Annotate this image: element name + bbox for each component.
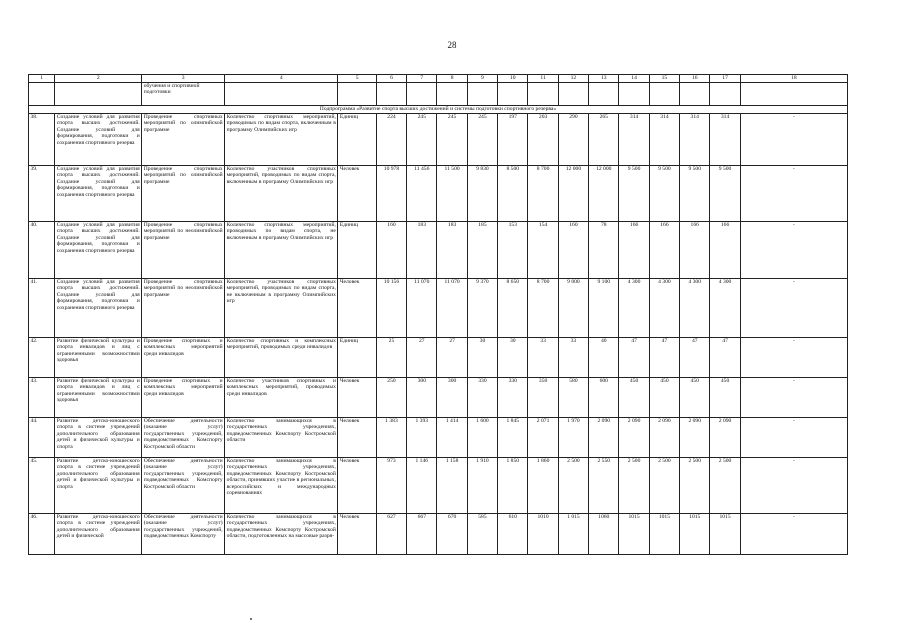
value-cell: 8 650 bbox=[498, 279, 528, 338]
value-cell: 2 071 bbox=[528, 418, 558, 458]
note-cell: - bbox=[740, 378, 847, 418]
column-number: 15 bbox=[649, 75, 679, 83]
task-cell: Развитие физической культуры и спорта инвалидов и лиц с ограниченными возможностями здоровья bbox=[55, 378, 142, 418]
indicator-cell: Количество занимающихся в государственных учреждениях, подведомственных Комспорту Костромской области, подготовленных на массовые разря- bbox=[225, 514, 338, 555]
indicator-cell: Количество спортивных мероприятий, проводимых по видам спорта, не включенным в программу Олимпийских игр bbox=[225, 222, 338, 279]
value-cell: 1 158 bbox=[437, 458, 467, 514]
value-cell: 585 bbox=[467, 514, 497, 555]
value-cell: 1 860 bbox=[528, 458, 558, 514]
value-cell: 160 bbox=[558, 222, 588, 279]
value-cell: 330 bbox=[498, 378, 528, 418]
value-cell: 2 500 bbox=[680, 458, 710, 514]
table-row bbox=[29, 222, 848, 279]
column-number: 2 bbox=[55, 75, 142, 83]
value-cell: 2 500 bbox=[649, 458, 679, 514]
value-cell: 166 bbox=[649, 222, 679, 279]
value-cell: 47 bbox=[710, 338, 740, 378]
row-number: 44. bbox=[29, 418, 55, 458]
row-number: 42. bbox=[29, 338, 55, 378]
task-cell: Создание условий для развития спорта высших достижений. Создание условий для формирования, подготовки и сохранения спортивного резерва bbox=[55, 114, 142, 166]
event-cell: Проведение спортивных мероприятий по неолимпийской программе bbox=[142, 222, 225, 279]
column-number: 18 bbox=[740, 75, 847, 83]
value-cell: 185 bbox=[467, 222, 497, 279]
value-cell: 33 bbox=[528, 338, 558, 378]
value-cell: 10 978 bbox=[376, 166, 406, 222]
table-row bbox=[29, 279, 848, 338]
subprogram-title: Подпрограмма «Развитие спорта высших достижений и системы подготовки спортивного резерва» bbox=[29, 106, 848, 114]
value-cell: 580 bbox=[558, 378, 588, 418]
indicator-cell: Количество занимающихся в государственных учреждениях, подведомственных Комспорту Костромской области bbox=[225, 418, 338, 458]
column-number: 13 bbox=[589, 75, 619, 83]
table-row bbox=[29, 458, 848, 514]
value-cell: 627 bbox=[376, 514, 406, 555]
row-number: 46. bbox=[29, 514, 55, 555]
value-cell: 450 bbox=[619, 378, 649, 418]
unit-cell: Человек bbox=[338, 514, 376, 555]
value-cell: 153 bbox=[498, 222, 528, 279]
value-cell: 1015 bbox=[649, 514, 679, 555]
task-cell: Развитие детско-юношеского спорта в системе учреждений дополнительного образования детей и физической культуры и спорта bbox=[55, 458, 142, 514]
value-cell: 9 830 bbox=[467, 166, 497, 222]
value-cell: 1 970 bbox=[558, 418, 588, 458]
value-cell: 9 500 bbox=[710, 166, 740, 222]
unit-cell: Человек bbox=[338, 418, 376, 458]
unit-cell: Человек bbox=[338, 378, 376, 418]
indicator-cell: Количество участников спортивных мероприятий, проводимых по видам спорта, включенным в программу Олимпийских игр bbox=[225, 166, 338, 222]
note-cell: - bbox=[740, 458, 847, 514]
event-cell: Проведение спортивных и комплексных мероприятий среди инвалидов bbox=[142, 338, 225, 378]
value-cell: 450 bbox=[710, 378, 740, 418]
indicator-cell: Количество участников спортивных мероприятий, проводимых по видам спорта, не включенным в программу Олимпийских игр bbox=[225, 279, 338, 338]
value-cell: 1 146 bbox=[407, 458, 437, 514]
task-cell: Создание условий для развития спорта высших достижений. Создание условий для формирования, подготовки и сохранения спортивного резерва bbox=[55, 222, 142, 279]
table-row bbox=[29, 166, 848, 222]
value-cell: 610 bbox=[498, 514, 528, 555]
unit-cell: Единиц bbox=[338, 114, 376, 166]
value-cell: 1 383 bbox=[376, 418, 406, 458]
value-cell: 10 156 bbox=[376, 279, 406, 338]
indicator-cell: Количество спортивных мероприятий, проводимых по видам спорта, включенным в программу Олимпийских игр bbox=[225, 114, 338, 166]
column-number-row bbox=[29, 75, 848, 83]
value-cell: 9 500 bbox=[680, 166, 710, 222]
value-cell: 314 bbox=[619, 114, 649, 166]
value-cell: 30 bbox=[498, 338, 528, 378]
value-cell: 450 bbox=[649, 378, 679, 418]
value-cell: 9 500 bbox=[619, 166, 649, 222]
scan-speck bbox=[250, 618, 252, 620]
row-number: 43. bbox=[29, 378, 55, 418]
value-cell: 25 bbox=[376, 338, 406, 378]
value-cell: 11 500 bbox=[437, 166, 467, 222]
value-cell: 1 850 bbox=[498, 458, 528, 514]
value-cell: 245 bbox=[437, 114, 467, 166]
value-cell: 203 bbox=[528, 114, 558, 166]
value-cell: 183 bbox=[437, 222, 467, 279]
note-cell: - bbox=[740, 279, 847, 338]
value-cell: 670 bbox=[437, 514, 467, 555]
value-cell: 33 bbox=[558, 338, 588, 378]
event-cell: Проведение спортивных мероприятий по олимпийской программе bbox=[142, 114, 225, 166]
value-cell: 314 bbox=[649, 114, 679, 166]
column-number: 12 bbox=[558, 75, 588, 83]
value-cell: 4 300 bbox=[710, 279, 740, 338]
event-cell: Проведение спортивных и комплексных мероприятий среди инвалидов bbox=[142, 378, 225, 418]
value-cell: 2 090 bbox=[649, 418, 679, 458]
indicator-cell: Количество спортивных и комплексных мероприятий, проводимых среди инвалидов bbox=[225, 338, 338, 378]
value-cell: 2 500 bbox=[710, 458, 740, 514]
row-number: 41. bbox=[29, 279, 55, 338]
row-number: 38. bbox=[29, 114, 55, 166]
value-cell: 1015 bbox=[710, 514, 740, 555]
value-cell: 224 bbox=[376, 114, 406, 166]
event-cell: Обеспечение деятельности (оказание услуг) государственных учреждений, подведомственных Комспорту Костромской области bbox=[142, 418, 225, 458]
unit-cell: Единиц bbox=[338, 338, 376, 378]
value-cell: 12 000 bbox=[589, 166, 619, 222]
value-cell: 11 070 bbox=[437, 279, 467, 338]
value-cell: 1015 bbox=[680, 514, 710, 555]
value-cell: 290 bbox=[558, 114, 588, 166]
value-cell: 1 015 bbox=[558, 514, 588, 555]
indicator-table bbox=[28, 74, 848, 555]
value-cell: 166 bbox=[710, 222, 740, 279]
row-number: 39. bbox=[29, 166, 55, 222]
value-cell: 600 bbox=[589, 378, 619, 418]
unit-cell: Человек bbox=[338, 279, 376, 338]
unit-cell: Человек bbox=[338, 166, 376, 222]
event-cell: Обеспечение деятельности (оказание услуг) государственных учреждений, подведомственных Комспорту Костромской области bbox=[142, 458, 225, 514]
value-cell: 350 bbox=[528, 378, 558, 418]
value-cell: 27 bbox=[407, 338, 437, 378]
event-cell: Обеспечение деятельности (оказание услуг) государственных учреждений, подведомственных Комспорту bbox=[142, 514, 225, 555]
value-cell: 245 bbox=[407, 114, 437, 166]
value-cell: 245 bbox=[467, 114, 497, 166]
value-cell: 2 090 bbox=[680, 418, 710, 458]
value-cell: 40 bbox=[589, 338, 619, 378]
table-row bbox=[29, 338, 848, 378]
column-number: 6 bbox=[376, 75, 406, 83]
note-cell: - bbox=[740, 338, 847, 378]
column-number: 14 bbox=[619, 75, 649, 83]
column-number: 9 bbox=[467, 75, 497, 83]
value-cell: 667 bbox=[407, 514, 437, 555]
unit-cell: Единиц bbox=[338, 222, 376, 279]
value-cell: 250 bbox=[376, 378, 406, 418]
page-number: 28 bbox=[447, 40, 457, 50]
indicator-cell: Количество занимающихся в государственных учреждениях, подведомственных Комспорту Костромской области, принявших участие в региональных, всероссийских и международных соревнованиях bbox=[225, 458, 338, 514]
value-cell: 9 000 bbox=[558, 279, 588, 338]
column-number: 4 bbox=[225, 75, 338, 83]
value-cell: 47 bbox=[680, 338, 710, 378]
value-cell: 9 100 bbox=[589, 279, 619, 338]
task-cell: Развитие детско-юношеского спорта в системе учреждений дополнительного образования детей и физической bbox=[55, 514, 142, 555]
value-cell: 2 550 bbox=[589, 458, 619, 514]
column-number: 17 bbox=[710, 75, 740, 83]
note-cell: - bbox=[740, 418, 847, 458]
value-cell: 1 910 bbox=[467, 458, 497, 514]
value-cell: 300 bbox=[437, 378, 467, 418]
value-cell: 1 414 bbox=[437, 418, 467, 458]
column-number: 1 bbox=[29, 75, 55, 83]
value-cell: 4 300 bbox=[619, 279, 649, 338]
column-number: 5 bbox=[338, 75, 376, 83]
table-row bbox=[29, 378, 848, 418]
value-cell: 4 300 bbox=[680, 279, 710, 338]
column-number: 16 bbox=[680, 75, 710, 83]
continuation-text: обучения и спортивной подготовки bbox=[142, 83, 225, 106]
value-cell: 2 090 bbox=[619, 418, 649, 458]
value-cell: 9 500 bbox=[649, 166, 679, 222]
value-cell: 450 bbox=[680, 378, 710, 418]
note-cell: - bbox=[740, 222, 847, 279]
value-cell: 314 bbox=[680, 114, 710, 166]
value-cell: 330 bbox=[467, 378, 497, 418]
event-cell: Проведение спортивных мероприятий по неолимпийской программе bbox=[142, 279, 225, 338]
value-cell: 1 393 bbox=[407, 418, 437, 458]
column-number: 8 bbox=[437, 75, 467, 83]
value-cell: 78 bbox=[589, 222, 619, 279]
value-cell: 47 bbox=[649, 338, 679, 378]
task-cell: Создание условий для развития спорта высших достижений. Создание условий для формирования, подготовки и сохранения спортивного резерва bbox=[55, 166, 142, 222]
value-cell: 265 bbox=[589, 114, 619, 166]
value-cell: 27 bbox=[437, 338, 467, 378]
value-cell: 166 bbox=[680, 222, 710, 279]
value-cell: 314 bbox=[710, 114, 740, 166]
value-cell: 9 370 bbox=[467, 279, 497, 338]
unit-cell: Человек bbox=[338, 458, 376, 514]
value-cell: 47 bbox=[619, 338, 649, 378]
value-cell: 11 456 bbox=[407, 166, 437, 222]
task-cell: Создание условий для развития спорта высших достижений. Создание условий для формирования, подготовки и сохранения спортивного резерва bbox=[55, 279, 142, 338]
indicator-cell: Количество участников спортивных и комплексных мероприятий, проводимых среди инвалидов bbox=[225, 378, 338, 418]
value-cell: 2 090 bbox=[710, 418, 740, 458]
row-number: 40. bbox=[29, 222, 55, 279]
task-cell: Развитие детско-юношеского спорта в системе учреждений дополнительного образования детей и физической культуры и спорта bbox=[55, 418, 142, 458]
value-cell: 1 600 bbox=[467, 418, 497, 458]
value-cell: 12 000 bbox=[558, 166, 588, 222]
value-cell: 30 bbox=[467, 338, 497, 378]
column-number: 10 bbox=[498, 75, 528, 83]
continuation-row bbox=[29, 83, 848, 106]
value-cell: 8 700 bbox=[528, 279, 558, 338]
note-cell: - bbox=[740, 166, 847, 222]
value-cell: 154 bbox=[528, 222, 558, 279]
subprogram-row bbox=[29, 106, 848, 114]
table-row bbox=[29, 514, 848, 555]
value-cell: 2 090 bbox=[589, 418, 619, 458]
value-cell: 973 bbox=[376, 458, 406, 514]
event-cell: Проведение спортивных мероприятий по олимпийской программе bbox=[142, 166, 225, 222]
value-cell: 160 bbox=[376, 222, 406, 279]
note-cell: - bbox=[740, 114, 847, 166]
table-row bbox=[29, 418, 848, 458]
value-cell: 4 300 bbox=[649, 279, 679, 338]
value-cell: 1015 bbox=[619, 514, 649, 555]
value-cell: 8 500 bbox=[498, 166, 528, 222]
column-number: 3 bbox=[142, 75, 225, 83]
value-cell: 1010 bbox=[528, 514, 558, 555]
value-cell: 197 bbox=[498, 114, 528, 166]
value-cell: 8 700 bbox=[528, 166, 558, 222]
value-cell: 11 070 bbox=[407, 279, 437, 338]
value-cell: 1060 bbox=[589, 514, 619, 555]
value-cell: 183 bbox=[407, 222, 437, 279]
column-number: 11 bbox=[528, 75, 558, 83]
value-cell: 2 500 bbox=[558, 458, 588, 514]
task-cell: Развитие физической культуры и спорта инвалидов и лиц с ограниченными возможностями здоровья bbox=[55, 338, 142, 378]
table-row bbox=[29, 114, 848, 166]
note-cell: - bbox=[740, 514, 847, 555]
value-cell: 166 bbox=[619, 222, 649, 279]
column-number: 7 bbox=[407, 75, 437, 83]
value-cell: 2 500 bbox=[619, 458, 649, 514]
value-cell: 300 bbox=[407, 378, 437, 418]
value-cell: 1 845 bbox=[498, 418, 528, 458]
row-number: 45. bbox=[29, 458, 55, 514]
